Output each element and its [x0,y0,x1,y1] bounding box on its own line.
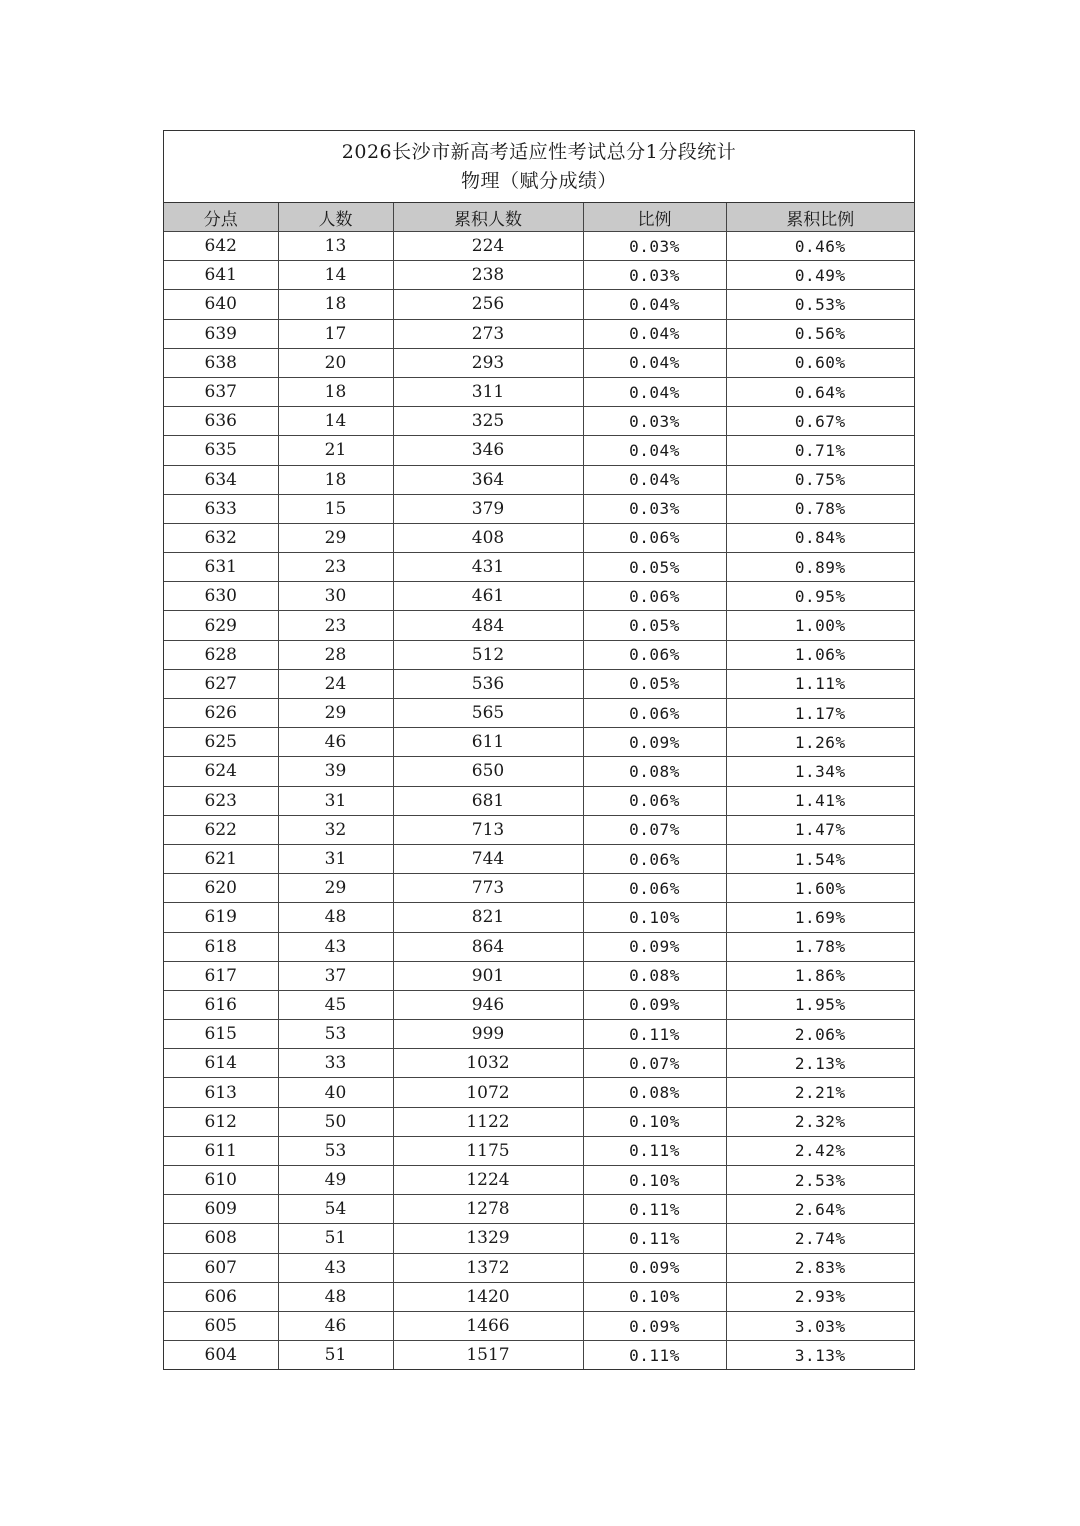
table-row [164,990,914,1019]
cumulative-count-cell: 293 [393,348,583,377]
cumulative-ratio-cell: 2.13% [726,1049,914,1078]
table-row [164,1282,914,1311]
ratio-cell: 0.08% [583,757,726,786]
column-header-count: 人数 [278,203,393,232]
cumulative-count-cell: 484 [393,611,583,640]
count-cell: 18 [278,377,393,406]
count-cell: 32 [278,815,393,844]
table-row [164,1341,914,1370]
ratio-cell: 0.03% [583,261,726,290]
table-row [164,932,914,961]
cumulative-count-cell: 431 [393,553,583,582]
score-cell: 635 [164,436,278,465]
cumulative-count-cell: 364 [393,465,583,494]
score-cell: 633 [164,494,278,523]
table-row [164,377,914,406]
cumulative-ratio-cell: 0.95% [726,582,914,611]
table-row [164,1311,914,1340]
ratio-cell: 0.09% [583,728,726,757]
score-cell: 640 [164,290,278,319]
score-cell: 608 [164,1224,278,1253]
count-cell: 46 [278,728,393,757]
cumulative-ratio-cell: 2.53% [726,1166,914,1195]
cumulative-count-cell: 1224 [393,1166,583,1195]
table-row [164,553,914,582]
table-row [164,903,914,932]
cumulative-ratio-cell: 0.64% [726,377,914,406]
table-row [164,1020,914,1049]
cumulative-ratio-cell: 0.67% [726,407,914,436]
score-cell: 639 [164,319,278,348]
cumulative-count-cell: 325 [393,407,583,436]
ratio-cell: 0.06% [583,640,726,669]
table-row [164,348,914,377]
cumulative-count-cell: 408 [393,523,583,552]
score-cell: 629 [164,611,278,640]
table-row [164,290,914,319]
score-cell: 628 [164,640,278,669]
cumulative-ratio-cell: 1.78% [726,932,914,961]
cumulative-ratio-cell: 0.84% [726,523,914,552]
table-row [164,961,914,990]
ratio-cell: 0.04% [583,436,726,465]
ratio-cell: 0.11% [583,1341,726,1370]
table-row [164,523,914,552]
score-cell: 636 [164,407,278,436]
table-row [164,640,914,669]
cumulative-ratio-cell: 0.49% [726,261,914,290]
cumulative-ratio-cell: 1.60% [726,874,914,903]
score-cell: 618 [164,932,278,961]
document-subtitle: 物理（赋分成绩） [460,169,617,192]
cumulative-count-cell: 224 [393,232,583,261]
count-cell: 21 [278,436,393,465]
score-cell: 634 [164,465,278,494]
cumulative-ratio-cell: 2.42% [726,1136,914,1165]
count-cell: 23 [278,611,393,640]
cumulative-count-cell: 1517 [393,1341,583,1370]
table-body [164,232,914,1370]
cumulative-ratio-cell: 1.54% [726,844,914,873]
table-row [164,815,914,844]
cumulative-count-cell: 773 [393,874,583,903]
table-header-row [164,203,914,232]
table-row [164,728,914,757]
ratio-cell: 0.08% [583,961,726,990]
count-cell: 53 [278,1136,393,1165]
table-row [164,844,914,873]
ratio-cell: 0.08% [583,1078,726,1107]
table-row [164,786,914,815]
cumulative-count-cell: 1122 [393,1107,583,1136]
cumulative-ratio-cell: 0.56% [726,319,914,348]
cumulative-ratio-cell: 1.00% [726,611,914,640]
ratio-cell: 0.07% [583,1049,726,1078]
cumulative-ratio-cell: 1.34% [726,757,914,786]
ratio-cell: 0.11% [583,1136,726,1165]
table-row [164,319,914,348]
cumulative-count-cell: 536 [393,669,583,698]
count-cell: 24 [278,669,393,698]
cumulative-ratio-cell: 1.95% [726,990,914,1019]
table-row [164,407,914,436]
score-cell: 611 [164,1136,278,1165]
ratio-cell: 0.06% [583,582,726,611]
table-row [164,669,914,698]
cumulative-ratio-cell: 3.13% [726,1341,914,1370]
cumulative-count-cell: 256 [393,290,583,319]
cumulative-count-cell: 1072 [393,1078,583,1107]
cumulative-ratio-cell: 0.89% [726,553,914,582]
count-cell: 40 [278,1078,393,1107]
score-table [164,203,914,1369]
count-cell: 37 [278,961,393,990]
score-cell: 625 [164,728,278,757]
cumulative-count-cell: 238 [393,261,583,290]
count-cell: 49 [278,1166,393,1195]
count-cell: 29 [278,523,393,552]
table-row [164,582,914,611]
count-cell: 54 [278,1195,393,1224]
count-cell: 18 [278,290,393,319]
count-cell: 17 [278,319,393,348]
ratio-cell: 0.04% [583,465,726,494]
ratio-cell: 0.10% [583,1107,726,1136]
ratio-cell: 0.06% [583,699,726,728]
score-cell: 631 [164,553,278,582]
ratio-cell: 0.04% [583,319,726,348]
count-cell: 51 [278,1224,393,1253]
count-cell: 50 [278,1107,393,1136]
score-cell: 620 [164,874,278,903]
ratio-cell: 0.09% [583,932,726,961]
count-cell: 39 [278,757,393,786]
cumulative-count-cell: 681 [393,786,583,815]
ratio-cell: 0.09% [583,1253,726,1282]
ratio-cell: 0.04% [583,348,726,377]
column-header-cumulative-count: 累积人数 [393,203,583,232]
table-row [164,1136,914,1165]
score-cell: 623 [164,786,278,815]
score-cell: 605 [164,1311,278,1340]
ratio-cell: 0.06% [583,523,726,552]
cumulative-ratio-cell: 1.47% [726,815,914,844]
cumulative-count-cell: 461 [393,582,583,611]
score-cell: 617 [164,961,278,990]
table-row [164,1253,914,1282]
ratio-cell: 0.03% [583,232,726,261]
table-row [164,1195,914,1224]
table-row [164,261,914,290]
count-cell: 45 [278,990,393,1019]
count-cell: 14 [278,407,393,436]
count-cell: 28 [278,640,393,669]
score-cell: 624 [164,757,278,786]
count-cell: 29 [278,699,393,728]
cumulative-count-cell: 1372 [393,1253,583,1282]
ratio-cell: 0.05% [583,553,726,582]
count-cell: 30 [278,582,393,611]
cumulative-ratio-cell: 2.06% [726,1020,914,1049]
cumulative-ratio-cell: 0.75% [726,465,914,494]
score-cell: 616 [164,990,278,1019]
cumulative-ratio-cell: 0.60% [726,348,914,377]
count-cell: 43 [278,932,393,961]
cumulative-count-cell: 744 [393,844,583,873]
ratio-cell: 0.04% [583,377,726,406]
score-cell: 613 [164,1078,278,1107]
table-row [164,757,914,786]
document-title: 2026长沙市新高考适应性考试总分1分段统计 [341,140,737,163]
score-cell: 626 [164,699,278,728]
ratio-cell: 0.06% [583,844,726,873]
column-header-score: 分点 [164,203,278,232]
cumulative-count-cell: 864 [393,932,583,961]
cumulative-ratio-cell: 0.71% [726,436,914,465]
cumulative-ratio-cell: 1.26% [726,728,914,757]
count-cell: 15 [278,494,393,523]
cumulative-ratio-cell: 1.69% [726,903,914,932]
cumulative-ratio-cell: 2.74% [726,1224,914,1253]
score-cell: 638 [164,348,278,377]
ratio-cell: 0.11% [583,1020,726,1049]
cumulative-count-cell: 946 [393,990,583,1019]
cumulative-ratio-cell: 2.93% [726,1282,914,1311]
cumulative-count-cell: 1278 [393,1195,583,1224]
cumulative-count-cell: 273 [393,319,583,348]
table-row [164,1166,914,1195]
ratio-cell: 0.11% [583,1195,726,1224]
cumulative-count-cell: 512 [393,640,583,669]
cumulative-count-cell: 1175 [393,1136,583,1165]
count-cell: 20 [278,348,393,377]
count-cell: 18 [278,465,393,494]
cumulative-ratio-cell: 1.06% [726,640,914,669]
count-cell: 43 [278,1253,393,1282]
count-cell: 31 [278,786,393,815]
ratio-cell: 0.03% [583,494,726,523]
cumulative-count-cell: 901 [393,961,583,990]
ratio-cell: 0.10% [583,903,726,932]
cumulative-count-cell: 821 [393,903,583,932]
cumulative-ratio-cell: 3.03% [726,1311,914,1340]
score-cell: 642 [164,232,278,261]
cumulative-count-cell: 346 [393,436,583,465]
cumulative-count-cell: 713 [393,815,583,844]
cumulative-count-cell: 1032 [393,1049,583,1078]
count-cell: 51 [278,1341,393,1370]
score-cell: 615 [164,1020,278,1049]
ratio-cell: 0.09% [583,990,726,1019]
cumulative-ratio-cell: 2.83% [726,1253,914,1282]
column-header-cumulative-ratio: 累积比例 [726,203,914,232]
table-row [164,1224,914,1253]
table-row [164,699,914,728]
count-cell: 29 [278,874,393,903]
ratio-cell: 0.05% [583,669,726,698]
cumulative-ratio-cell: 0.78% [726,494,914,523]
ratio-cell: 0.03% [583,407,726,436]
ratio-cell: 0.04% [583,290,726,319]
cumulative-ratio-cell: 1.17% [726,699,914,728]
cumulative-count-cell: 1466 [393,1311,583,1340]
cumulative-ratio-cell: 1.86% [726,961,914,990]
score-cell: 606 [164,1282,278,1311]
ratio-cell: 0.07% [583,815,726,844]
score-cell: 641 [164,261,278,290]
cumulative-count-cell: 650 [393,757,583,786]
column-header-ratio: 比例 [583,203,726,232]
table-row [164,611,914,640]
table-row [164,1107,914,1136]
cumulative-ratio-cell: 2.32% [726,1107,914,1136]
count-cell: 53 [278,1020,393,1049]
count-cell: 48 [278,1282,393,1311]
cumulative-count-cell: 379 [393,494,583,523]
ratio-cell: 0.10% [583,1166,726,1195]
cumulative-count-cell: 1329 [393,1224,583,1253]
cumulative-ratio-cell: 0.53% [726,290,914,319]
count-cell: 31 [278,844,393,873]
count-cell: 14 [278,261,393,290]
cumulative-ratio-cell: 1.41% [726,786,914,815]
score-cell: 614 [164,1049,278,1078]
score-cell: 619 [164,903,278,932]
cumulative-count-cell: 611 [393,728,583,757]
cumulative-count-cell: 311 [393,377,583,406]
cumulative-ratio-cell: 0.46% [726,232,914,261]
score-cell: 622 [164,815,278,844]
count-cell: 13 [278,232,393,261]
table-row [164,232,914,261]
cumulative-ratio-cell: 2.21% [726,1078,914,1107]
count-cell: 48 [278,903,393,932]
cumulative-ratio-cell: 1.11% [726,669,914,698]
score-cell: 610 [164,1166,278,1195]
table-row [164,1078,914,1107]
ratio-cell: 0.09% [583,1311,726,1340]
score-cell: 637 [164,377,278,406]
ratio-cell: 0.10% [583,1282,726,1311]
score-cell: 607 [164,1253,278,1282]
score-cell: 621 [164,844,278,873]
ratio-cell: 0.06% [583,786,726,815]
cumulative-count-cell: 1420 [393,1282,583,1311]
score-cell: 612 [164,1107,278,1136]
cumulative-count-cell: 999 [393,1020,583,1049]
table-row [164,874,914,903]
cumulative-ratio-cell: 2.64% [726,1195,914,1224]
cumulative-count-cell: 565 [393,699,583,728]
count-cell: 33 [278,1049,393,1078]
score-cell: 632 [164,523,278,552]
score-distribution-sheet [163,130,915,1370]
ratio-cell: 0.05% [583,611,726,640]
ratio-cell: 0.11% [583,1224,726,1253]
count-cell: 23 [278,553,393,582]
score-cell: 609 [164,1195,278,1224]
count-cell: 46 [278,1311,393,1340]
score-cell: 604 [164,1341,278,1370]
score-cell: 627 [164,669,278,698]
table-row [164,465,914,494]
title-block [164,131,914,203]
score-cell: 630 [164,582,278,611]
table-row [164,436,914,465]
ratio-cell: 0.06% [583,874,726,903]
table-row [164,494,914,523]
table-row [164,1049,914,1078]
